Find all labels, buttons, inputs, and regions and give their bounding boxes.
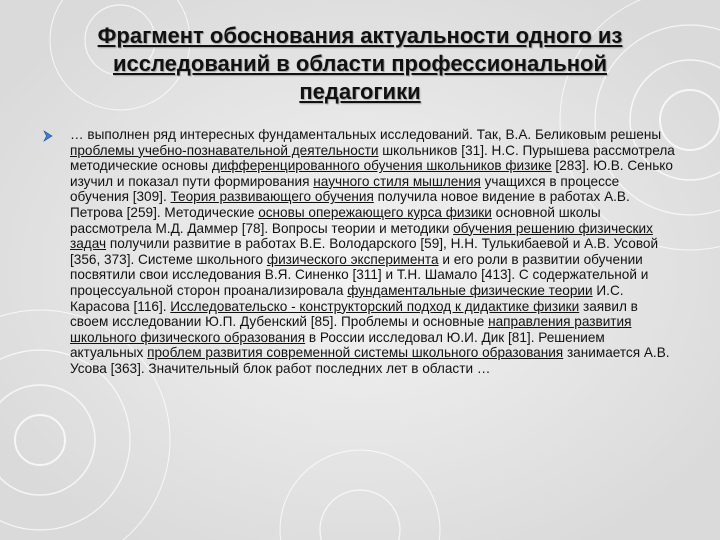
body-text-segment: школьников [31]. Н.С. Пурышева рассмотрела методические основы: [70, 142, 675, 174]
underlined-phrase: научного стиля мышления: [313, 173, 481, 189]
body-text-segment: … выполнен ряд интересных фундаментальных исследований. Так, В.А. Беликовым решены: [70, 127, 662, 142]
underlined-phrase: проблемы учебно-познавательной деятельности: [70, 142, 379, 158]
underlined-phrase: дифференцированного обучения школьников физике: [211, 158, 552, 174]
underlined-phrase: направления развития школьного физического образования: [70, 314, 632, 345]
body-text-segment: [283]. Ю.В. Сенько изучил и показал пути формирования: [70, 158, 673, 189]
underlined-phrase: проблем развития современной системы школьного образования: [147, 345, 564, 361]
body-text-segment: получила новое видение в работах А.В. Петрова [259]. Методические: [70, 189, 630, 220]
body-text-segment: получили развитие в работах В.Е. Володарского [59], Н.Н. Тулькибаевой и А.В. Усовой [356, 373]. Системе школьного: [70, 236, 659, 267]
body-text-segment: занимается А.В. Усова [363]. Значительный блок работ последних лет в области …: [70, 345, 670, 376]
body-text-segment: И.С. Карасова [116].: [70, 282, 624, 314]
body-text-segment: и его роли в развитии обучении посвятили свои исследования В.Я. Синенко [311] и Т.Н. Шамало [413]. С содержательной и процессуальной сторон проанализировала: [70, 251, 649, 298]
body-text-segment: в России исследовал Ю.И. Дик [81]. Решением актуальных: [70, 329, 605, 361]
body-text-segment: основной школы рассмотрела М.Д. Даммер [78]. Вопросы теории и методики: [70, 204, 601, 236]
underlined-phrase: основы опережающего курса физики: [258, 204, 492, 220]
arrow-bullet-icon: [42, 130, 54, 142]
underlined-phrase: Теория развивающего обучения: [170, 189, 374, 205]
underlined-phrase: Исследовательско - конструкторский подход к дидактике физики: [170, 298, 580, 314]
body-text-segment: учащихся в процессе обучения [309].: [70, 173, 620, 205]
slide-title: Фрагмент обоснования актуальности одного из исследований в области профессиональной педагогики: [97, 23, 623, 104]
underlined-phrase: обучения решению физических задач: [70, 220, 653, 252]
underlined-phrase: фундаментальные физические теории: [347, 282, 593, 298]
body-paragraph: [70, 127, 676, 377]
body-text-segment: заявил в своем исследовании Ю.П. Дубенский [85]. Проблемы и основные: [70, 298, 638, 330]
underlined-phrase: физического эксперимента: [266, 251, 439, 267]
